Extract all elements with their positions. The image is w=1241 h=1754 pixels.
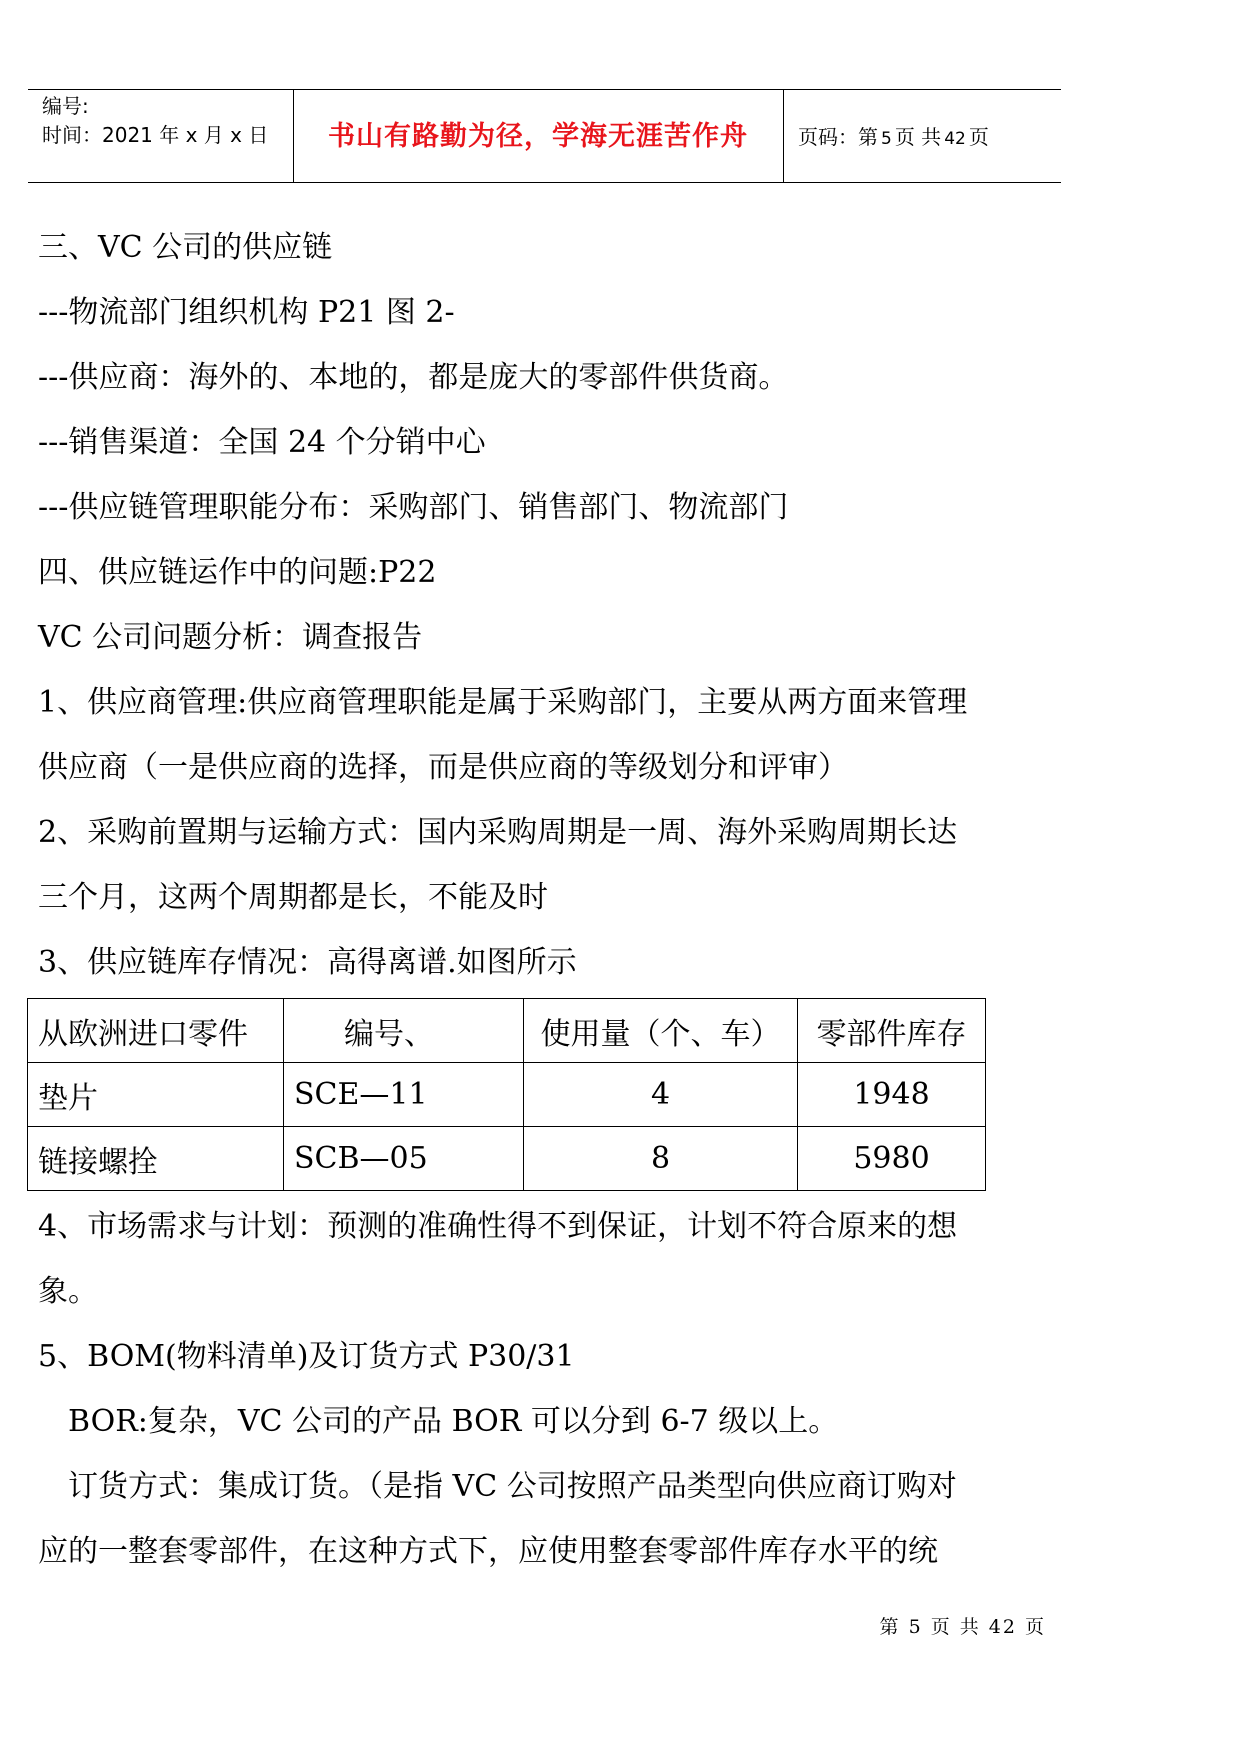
- body-line: ---销售渠道：全国 24 个分销中心: [38, 425, 486, 460]
- inventory-table: [27, 998, 986, 1191]
- body-line: VC 公司问题分析：调查报告: [38, 620, 423, 655]
- page-header: [28, 89, 1061, 183]
- body-line: BOR:复杂，VC 公司的产品 BOR 可以分到 6-7 级以上。: [68, 1404, 839, 1439]
- table-cell: 链接螺拴: [28, 1127, 284, 1191]
- table-row: [28, 1063, 986, 1127]
- body-line: ---供应链管理职能分布：采购部门、销售部门、物流部门: [38, 490, 789, 525]
- body-line: ---供应商：海外的、本地的，都是庞大的零部件供货商。: [38, 360, 789, 395]
- table-cell: 4: [524, 1063, 798, 1127]
- table-cell: SCB—05: [284, 1127, 524, 1191]
- table-cell: SCE—11: [284, 1063, 524, 1127]
- body-line: 供应商（一是供应商的选择，而是供应商的等级划分和评审）: [38, 750, 848, 785]
- table-cell: 8: [524, 1127, 798, 1191]
- body-line: 1、供应商管理:供应商管理职能是属于采购部门，主要从两方面来管理: [38, 685, 968, 720]
- page-number: 5: [881, 129, 892, 149]
- serial-label: 编号:: [42, 94, 89, 118]
- time-label: 时间：2021 年 x 月 x 日: [42, 123, 269, 147]
- table-cell: 1948: [798, 1063, 986, 1127]
- section-heading: 三、VC 公司的供应链: [38, 230, 333, 265]
- header-motto: 书山有路勤为径，学海无涯苦作舟: [328, 121, 748, 152]
- body-line: 3、供应链库存情况：高得离谱.如图所示: [38, 945, 577, 980]
- page-total: 42: [944, 129, 966, 149]
- table-header-cell: 零部件库存: [798, 999, 986, 1063]
- table-header-row: [28, 999, 986, 1063]
- body-line: 5、BOM(物料清单)及订货方式 P30/31: [38, 1339, 575, 1374]
- section-heading: 四、供应链运作中的问题:P22: [38, 555, 437, 590]
- header-meta: [42, 92, 268, 150]
- table-header-cell: 编号、: [284, 999, 524, 1063]
- page-suffix: 页: [968, 125, 989, 149]
- body-line: ---物流部门组织机构 P21 图 2-: [38, 295, 455, 330]
- table-cell: 5980: [798, 1127, 986, 1191]
- body-line: 2、采购前置期与运输方式：国内采购周期是一周、海外采购周期长达: [38, 815, 958, 850]
- body-line: 4、市场需求与计划：预测的准确性得不到保证，计划不符合原来的想: [38, 1209, 958, 1244]
- body-line: 应的一整套零部件，在这种方式下，应使用整套零部件库存水平的统: [38, 1534, 938, 1569]
- page-mid: 页 共: [894, 125, 942, 149]
- document-body: [38, 215, 1068, 1584]
- table-row: [28, 1127, 986, 1191]
- header-divider: [783, 90, 784, 182]
- table-cell: 垫片: [28, 1063, 284, 1127]
- page-footer: 第 5 页 共 42 页: [879, 1616, 1046, 1638]
- body-line: 象。: [38, 1274, 98, 1309]
- table-header-cell: 使用量（个、车）: [524, 999, 798, 1063]
- body-line: 三个月，这两个周期都是长，不能及时: [38, 880, 548, 915]
- body-line: 订货方式：集成订货。（是指 VC 公司按照产品类型向供应商订购对: [68, 1469, 957, 1504]
- table-header-cell: 从欧洲进口零件: [28, 999, 284, 1063]
- header-page-info: [798, 90, 989, 184]
- page-prefix: 页码：第: [798, 125, 878, 149]
